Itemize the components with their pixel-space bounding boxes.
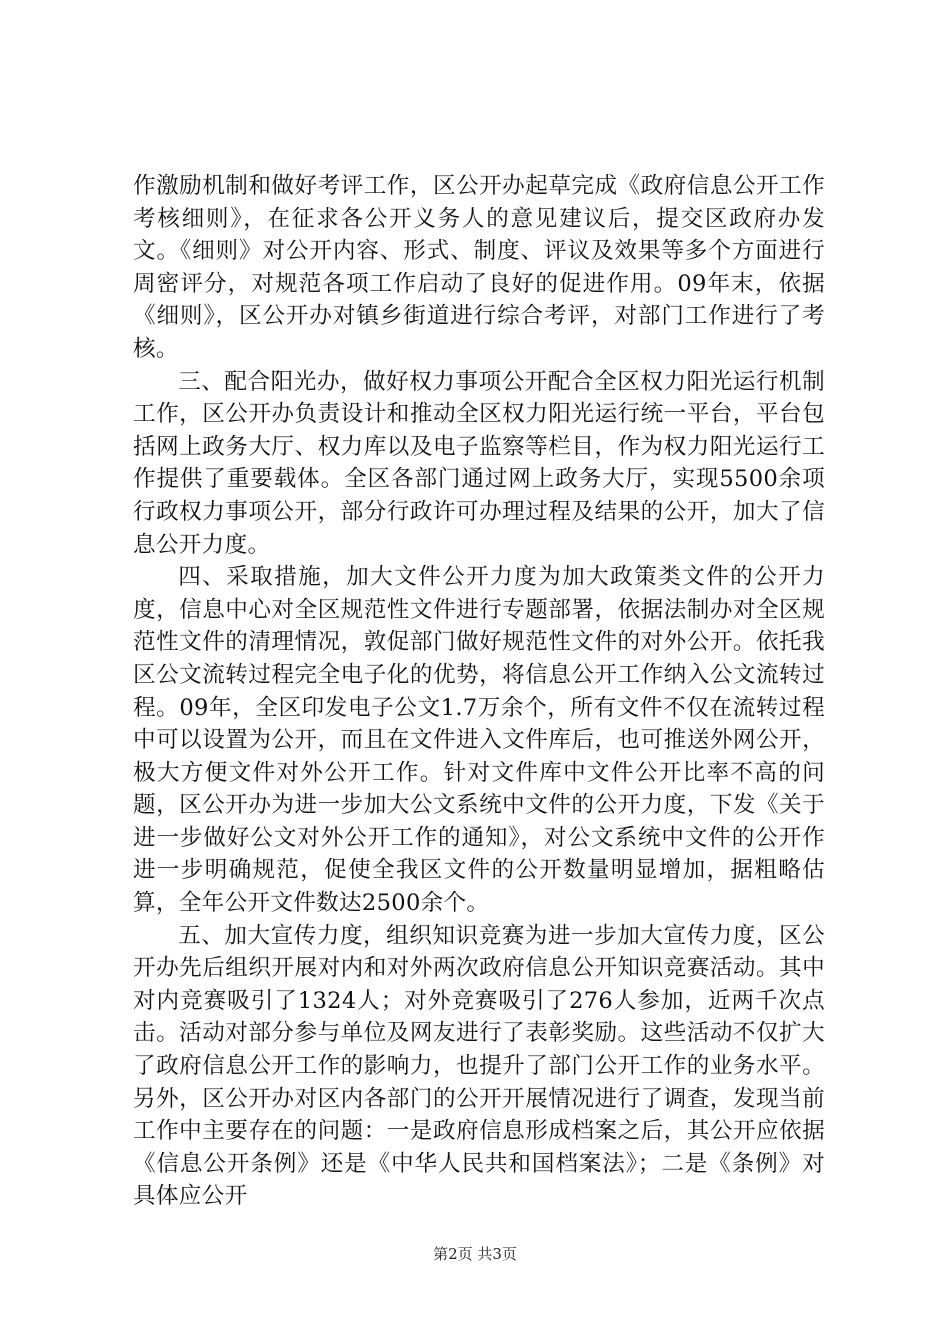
paragraph-2: 三、配合阳光办，做好权力事项公开配合全区权力阳光运行机制工作，区公开办负责设计和推动全区权力阳光运行统一平台，平台包括网上政务大厅、权力库以及电子监察等栏目，作为权力阳光运行工作提供了重要载体。全区各部门通过网上政务大厅，实现5500余项行政权力事项公开，部分行政许可办理过程及结果的公开，加大了信息公开力度。 — [133, 368, 825, 558]
page-number-footer: 第2页 共3页 — [433, 1245, 517, 1263]
document-body — [133, 170, 825, 1213]
paragraph-1: 作激励机制和做好考评工作，区公开办起草完成《政府信息公开工作考核细则》，在征求各公开义务人的意见建议后，提交区政府办发文。《细则》对公开内容、形式、制度、评议及效果等多个方面进行周密评分，对规范各项工作启动了良好的促进作用。09年末，依据《细则》，区公开办对镇乡街道进行综合考评，对部门工作进行了考核。 — [133, 173, 825, 362]
paragraph-3: 四、采取措施，加大文件公开力度为加大政策类文件的公开力度，信息中心对全区规范性文件进行专题部署，依据法制办对全区规范性文件的清理情况，敦促部门做好规范性文件的对外公开。依托我区公文流转过程完全电子化的优势，将信息公开工作纳入公文流转过程。09年，全区印发电子公文1.7万余个，所有文件不仅在流转过程中可以设置为公开，而且在文件进入文件库后，也可推送外网公开，极大方便文件对外公开工作。针对文件库中文件公开比率不高的问题，区公开办为进一步加大公文系统中文件的公开力度，下发《关于进一步做好公文对外公开工作的通知》，对公文系统中文件的公开作进一步明确规范，促使全我区文件的公开数量明显增加，据粗略估算，全年公开文件数达2500余个。 — [133, 564, 825, 917]
paragraph-4: 五、加大宣传力度，组织知识竞赛为进一步加大宣传力度，区公开办先后组织开展对内和对外两次政府信息公开知识竞赛活动。其中对内竞赛吸引了1324人；对外竞赛吸引了276人参加，近两千次点击。活动对部分参与单位及网友进行了表彰奖励。这些活动不仅扩大了政府信息公开工作的影响力，也提升了部门公开工作的业务水平。另外，区公开办对区内各部门的公开开展情况进行了调查，发现当前工作中主要存在的问题：一是政府信息形成档案之后，其公开应依据《信息公开条例》还是《中华人民共和国档案法》；二是《条例》对具体应公开 — [133, 922, 825, 1210]
